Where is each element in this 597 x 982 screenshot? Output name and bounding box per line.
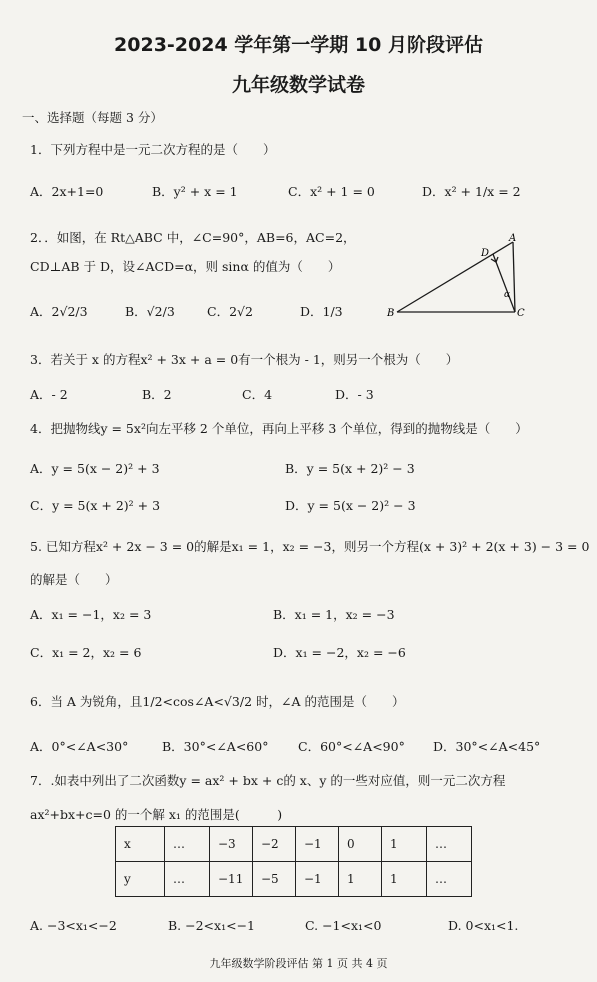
question-7-stem-cont: ax²+bx+c=0 的一个解 x₁ 的范围是( ) — [30, 807, 283, 822]
table-cell: 1 — [382, 862, 427, 897]
question-2-stem: 2．．如图，在 Rt△ABC 中，∠C=90°，AB=6，AC=2， — [30, 230, 356, 245]
option-d: D．x₁ = −2，x₂ = −6 — [273, 645, 406, 660]
option-a: A. −3<x₁<−2 — [30, 918, 117, 933]
option-b: B．√2/3 — [125, 304, 175, 319]
option-a: A．x₁ = −1，x₂ = 3 — [30, 607, 152, 622]
option-b: B．y = 5(x + 2)² − 3 — [285, 461, 415, 476]
table-cell: … — [427, 862, 472, 897]
segment-ac — [513, 242, 515, 312]
option-d: D．30°<∠A<45° — [433, 739, 541, 754]
question-4-options-row2 — [30, 496, 570, 514]
option-b: B．2 — [142, 387, 172, 402]
table-cell: −2 — [253, 827, 296, 862]
question-4-options-row1 — [30, 459, 570, 477]
question-3-options — [30, 385, 430, 403]
table-cell: y — [116, 862, 165, 897]
exam-subtitle: 九年级数学试卷 — [231, 74, 365, 96]
question-6-stem: 6．当 A 为锐角，且1/2<cos∠A<√3/2 时，∠A 的范围是（ ） — [30, 694, 405, 709]
question-7-options — [30, 918, 590, 936]
question-2-stem-cont: CD⊥AB 于 D，设∠ACD=α，则 sinα 的值为（ ） — [30, 259, 341, 274]
option-b: B. −2<x₁<−1 — [168, 918, 255, 933]
table-cell: −1 — [296, 827, 339, 862]
option-a: A．2x+1=0 — [30, 184, 104, 199]
option-c: C．y = 5(x + 2)² + 3 — [30, 498, 161, 513]
table-cell: … — [427, 827, 472, 862]
value-table — [115, 826, 472, 897]
option-a: A．2√2/3 — [30, 304, 88, 319]
triangle-figure — [385, 232, 535, 324]
question-5-options-row1 — [30, 605, 570, 623]
question-4-stem: 4．把抛物线y = 5x²向左平移 2 个单位，再向上平移 3 个单位，得到的抛物线是（ ） — [30, 421, 528, 436]
option-d: D．x² + 1/x = 2 — [422, 184, 521, 199]
option-c: C．2√2 — [207, 304, 253, 319]
page-footer: 九年级数学阶段评估 第 1 页 共 4 页 — [209, 957, 388, 970]
label-c: C — [517, 308, 525, 319]
question-5-stem: 5. 已知方程x² + 2x − 3 = 0的解是x₁ = 1，x₂ = −3，则另一个方程(x + 3)² + 2(x + 3) − 3 = 0 — [30, 539, 590, 554]
label-a: A — [509, 233, 517, 244]
option-b: B．30°<∠A<60° — [162, 739, 269, 754]
label-d: D — [481, 248, 490, 259]
question-2-options — [30, 302, 370, 320]
option-c: C．4 — [242, 387, 273, 402]
table-cell: −1 — [296, 862, 339, 897]
option-c: C．60°<∠A<90° — [298, 739, 405, 754]
option-c: C．x² + 1 = 0 — [288, 184, 375, 199]
question-5-options-row2 — [30, 643, 570, 661]
question-1-options — [30, 182, 590, 200]
label-alpha: α — [504, 290, 511, 300]
option-d: D. 0<x₁<1. — [448, 918, 519, 933]
option-b: B．x₁ = 1，x₂ = −3 — [273, 607, 395, 622]
option-c: C．x₁ = 2，x₂ = 6 — [30, 645, 142, 660]
table-cell: … — [165, 862, 210, 897]
table-cell: 0 — [339, 827, 382, 862]
option-a: A．0°<∠A<30° — [30, 739, 129, 754]
option-d: D．- 3 — [335, 387, 374, 402]
table-cell: −3 — [210, 827, 253, 862]
table-cell: … — [165, 827, 210, 862]
table-cell: 1 — [382, 827, 427, 862]
table-cell: 1 — [339, 862, 382, 897]
option-b: B．y² + x = 1 — [152, 184, 238, 199]
option-d: D．y = 5(x − 2)² − 3 — [285, 498, 416, 513]
question-7-stem: 7．.如表中列出了二次函数y = ax² + bx + c的 x、y 的一些对应值，则一元二次方程 — [30, 773, 506, 788]
question-1-stem: 1．下列方程中是一元二次方程的是（ ） — [30, 142, 276, 157]
table-row — [116, 862, 472, 897]
option-a: A．y = 5(x − 2)² + 3 — [30, 461, 160, 476]
question-6-options — [30, 737, 590, 755]
table-cell: −11 — [210, 862, 253, 897]
table-row — [116, 827, 472, 862]
label-b: B — [387, 308, 395, 319]
segment-ab — [397, 242, 513, 312]
table-cell: −5 — [253, 862, 296, 897]
exam-title: 2023-2024 学年第一学期 10 月阶段评估 — [114, 34, 483, 56]
question-5-stem-cont: 的解是（ ） — [30, 572, 118, 587]
question-3-stem: 3．若关于 x 的方程x² + 3x + a = 0有一个根为 - 1，则另一个根为（ ） — [30, 352, 459, 367]
table-cell: x — [116, 827, 165, 862]
option-d: D．1/3 — [300, 304, 343, 319]
option-a: A．- 2 — [30, 387, 68, 402]
option-c: C. −1<x₁<0 — [305, 918, 382, 933]
section-heading: 一、选择题（每题 3 分） — [22, 110, 163, 125]
